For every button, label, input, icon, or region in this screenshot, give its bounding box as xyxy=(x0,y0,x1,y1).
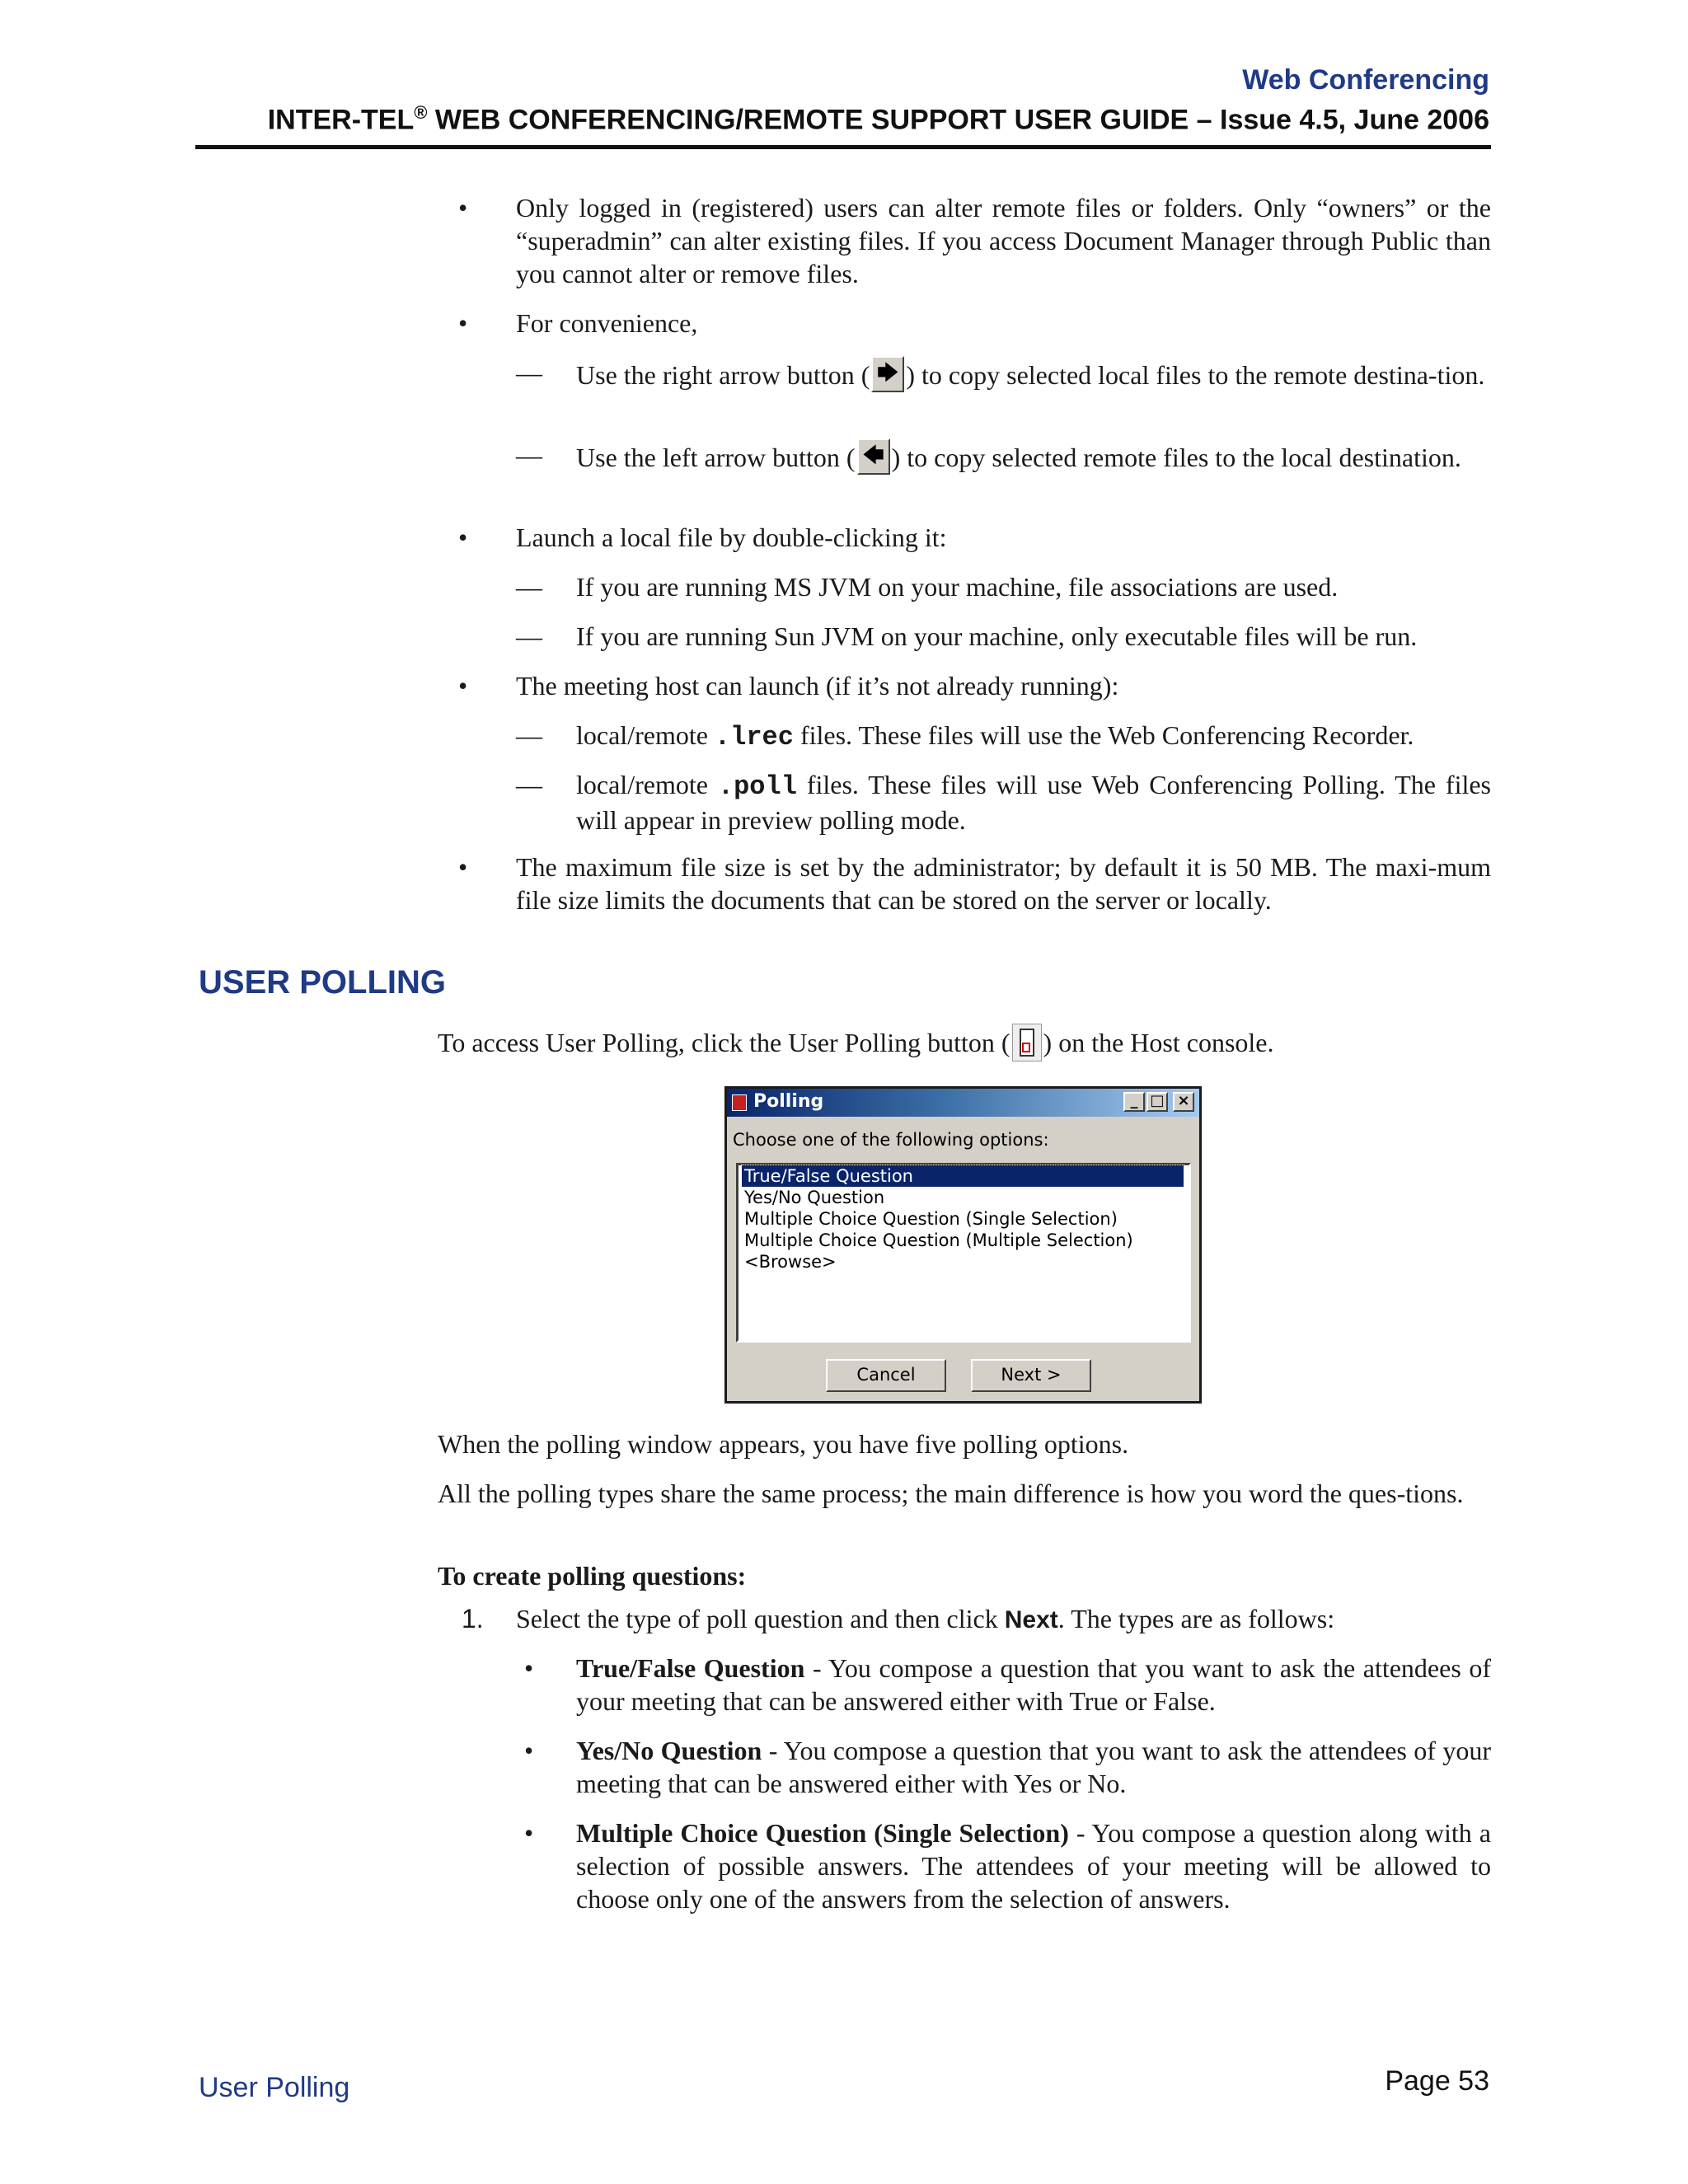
polling-intro: To access User Polling, click the User Polling button ( ) on the Host console. xyxy=(438,1024,1491,1062)
poll-type-true-false: True/False Question - You compose a question that you want to ask the attendees of your meeting that can be answered either with True or False. xyxy=(576,1653,1492,1716)
app-icon xyxy=(732,1094,747,1111)
create-polling-heading: To create polling questions: xyxy=(438,1561,747,1591)
close-button[interactable]: × xyxy=(1173,1092,1194,1112)
dash: — xyxy=(516,621,542,651)
dash: — xyxy=(516,720,542,750)
step-number: 1. xyxy=(462,1604,484,1633)
dash-text-lrec: local/remote .lrec files. These files will use the Web Conferencing Recorder. xyxy=(576,720,1414,752)
bullet-text-convenience: For convenience, xyxy=(516,308,698,338)
polling-dialog xyxy=(724,1086,1202,1404)
bullet: • xyxy=(524,1736,534,1765)
header-title: INTER-TEL® WEB CONFERENCING/REMOTE SUPPORT USER GUIDE – Issue 4.5, June 2006 xyxy=(267,102,1489,136)
dash-text-right-arrow: Use the right arrow button ( 🡆 ) to copy selected local files to the remote destina-tion. xyxy=(576,356,1491,392)
dash: — xyxy=(516,770,542,799)
dash-text-left-arrow: Use the left arrow button ( 🡄 ) to copy selected remote files to the local destination. xyxy=(576,438,1491,475)
header-section: Web Conferencing xyxy=(1242,64,1489,96)
poll-type-multiple-choice-single: Multiple Choice Question (Single Selection) - You compose a question along with a selection of possible answers. The attendees of your meeting will be allowed to choose only one of the answers from the selection of answers. xyxy=(576,1818,1492,1914)
bullet: • xyxy=(458,852,468,882)
list-item-yes-no[interactable]: Yes/No Question xyxy=(744,1188,885,1207)
dash-text-poll: local/remote .poll files. These files will use Web Conferencing Polling. The files will appear in preview polling mode. xyxy=(576,770,1492,835)
bullet-text-launch: Launch a local file by double-clicking it: xyxy=(516,523,947,552)
footer-section: User Polling xyxy=(199,2072,350,2103)
left-arrow-icon: 🡄 xyxy=(857,438,890,475)
dash-text-sun-jvm: If you are running Sun JVM on your machine, only executable files will be run. xyxy=(576,621,1418,651)
list-item-browse[interactable]: <Browse> xyxy=(744,1252,837,1272)
section-heading-user-polling: USER POLLING xyxy=(199,964,447,1001)
dialog-title: Polling xyxy=(753,1091,824,1112)
bullet: • xyxy=(458,523,468,552)
dialog-prompt: Choose one of the following options: xyxy=(733,1130,1049,1150)
dash: — xyxy=(516,572,542,602)
right-arrow-icon: 🡆 xyxy=(871,356,904,392)
page-number: Page 53 xyxy=(1385,2065,1489,2097)
minimize-button[interactable]: _ xyxy=(1123,1092,1145,1112)
dash: — xyxy=(516,358,542,387)
bullet-text-max-size: The maximum file size is set by the administrator; by default it is 50 MB. The maxi-mum file size limits the documents that can be stored on the server or locally. xyxy=(516,852,1491,915)
next-button[interactable]: Next > xyxy=(971,1359,1091,1392)
list-item-true-false[interactable]: True/False Question xyxy=(742,1165,1184,1187)
bullet-text-host-launch: The meeting host can launch (if it’s not already running): xyxy=(516,671,1119,701)
list-item-multiple-choice-single[interactable]: Multiple Choice Question (Single Selection) xyxy=(744,1209,1118,1229)
dash: — xyxy=(516,440,542,470)
bullet: • xyxy=(524,1818,534,1848)
polling-options-text: When the polling window appears, you have five polling options. xyxy=(438,1429,1129,1459)
header-rule xyxy=(195,145,1491,149)
user-polling-icon xyxy=(1012,1024,1042,1062)
dash-text-ms-jvm: If you are running MS JVM on your machine, file associations are used. xyxy=(576,572,1339,602)
step-text: Select the type of poll question and then click Next. The types are as follows: xyxy=(516,1604,1335,1633)
bullet-text-login: Only logged in (registered) users can alter remote files or folders. Only “owners” or the “superadmin” can alter existing files. If you access Document Manager through Public than you cannot alter or remove files. xyxy=(516,193,1491,288)
poll-type-yes-no: Yes/No Question - You compose a question that you want to ask the attendees of your meeting that can be answered either with Yes or No. xyxy=(576,1736,1492,1798)
list-item-multiple-choice-multiple[interactable]: Multiple Choice Question (Multiple Selection) xyxy=(744,1230,1133,1250)
polling-process-text: All the polling types share the same process; the main difference is how you word the ques-tions. xyxy=(438,1479,1464,1508)
bullet: • xyxy=(524,1653,534,1683)
maximize-button[interactable]: □ xyxy=(1146,1092,1168,1112)
bullet: • xyxy=(458,671,468,701)
poll-type-listbox[interactable] xyxy=(736,1163,1191,1343)
bullet: • xyxy=(458,308,468,338)
cancel-button[interactable]: Cancel xyxy=(826,1359,946,1392)
bullet: • xyxy=(458,193,468,223)
dialog-title-bar xyxy=(727,1089,1199,1117)
